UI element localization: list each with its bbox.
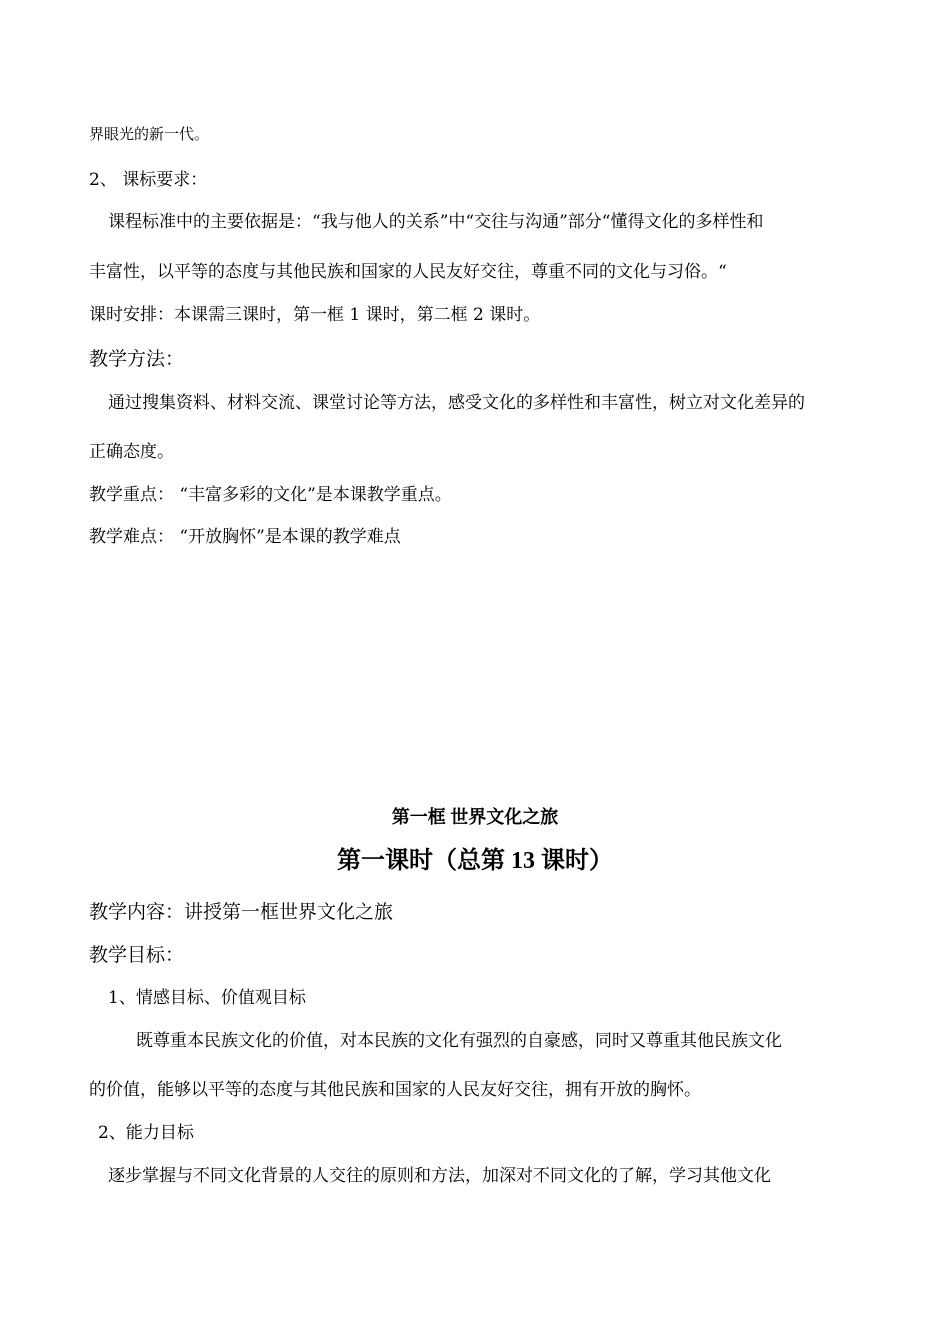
paragraph-line: 丰富性，以平等的态度与其他民族和国家的人民友好交往，尊重不同的文化与习俗。“ [89,262,727,282]
key-point-line: 教学重点： “丰富多彩的文化”是本课教学重点。 [89,485,452,505]
goal-heading-ability: 2、能力目标 [98,1123,194,1143]
paragraph-line: 正确态度。 [89,442,174,462]
teaching-method-label: 教学方法： [89,348,185,370]
lesson-title: 第一课时（总第 13 课时） [337,848,613,874]
section-label-curriculum: 2、 课标要求： [89,170,208,190]
schedule-line: 课时安排：本课需三课时，第一框 1 课时，第二框 2 课时。 [89,305,541,325]
teaching-goals-label: 教学目标： [89,944,185,966]
section-heading: 第一框 世界文化之旅 [391,807,559,827]
paragraph-line: 课程标准中的主要依据是：“我与他人的关系”中“交往与沟通”部分“懂得文化的多样性和 [108,212,764,232]
text-line: 界眼光的新一代。 [89,125,210,143]
paragraph-line: 逐步掌握与不同文化背景的人交往的原则和方法，加深对不同文化的了解，学习其他文化 [108,1166,771,1186]
paragraph-line: 通过搜集资料、材料交流、课堂讨论等方法，感受文化的多样性和丰富性，树立对文化差异的 [108,393,805,413]
goal-heading-emotion: 1、情感目标、价值观目标 [108,988,306,1008]
paragraph-line: 的价值，能够以平等的态度与其他民族和国家的人民友好交往，拥有开放的胸怀。 [89,1080,701,1100]
paragraph-line: 既尊重本民族文化的价值，对本民族的文化有强烈的自豪感，同时又尊重其他民族文化 [136,1031,782,1051]
teaching-content-line: 教学内容：讲授第一框世界文化之旅 [89,901,394,923]
difficult-point-line: 教学难点： “开放胸怀”是本课的教学难点 [89,527,401,547]
